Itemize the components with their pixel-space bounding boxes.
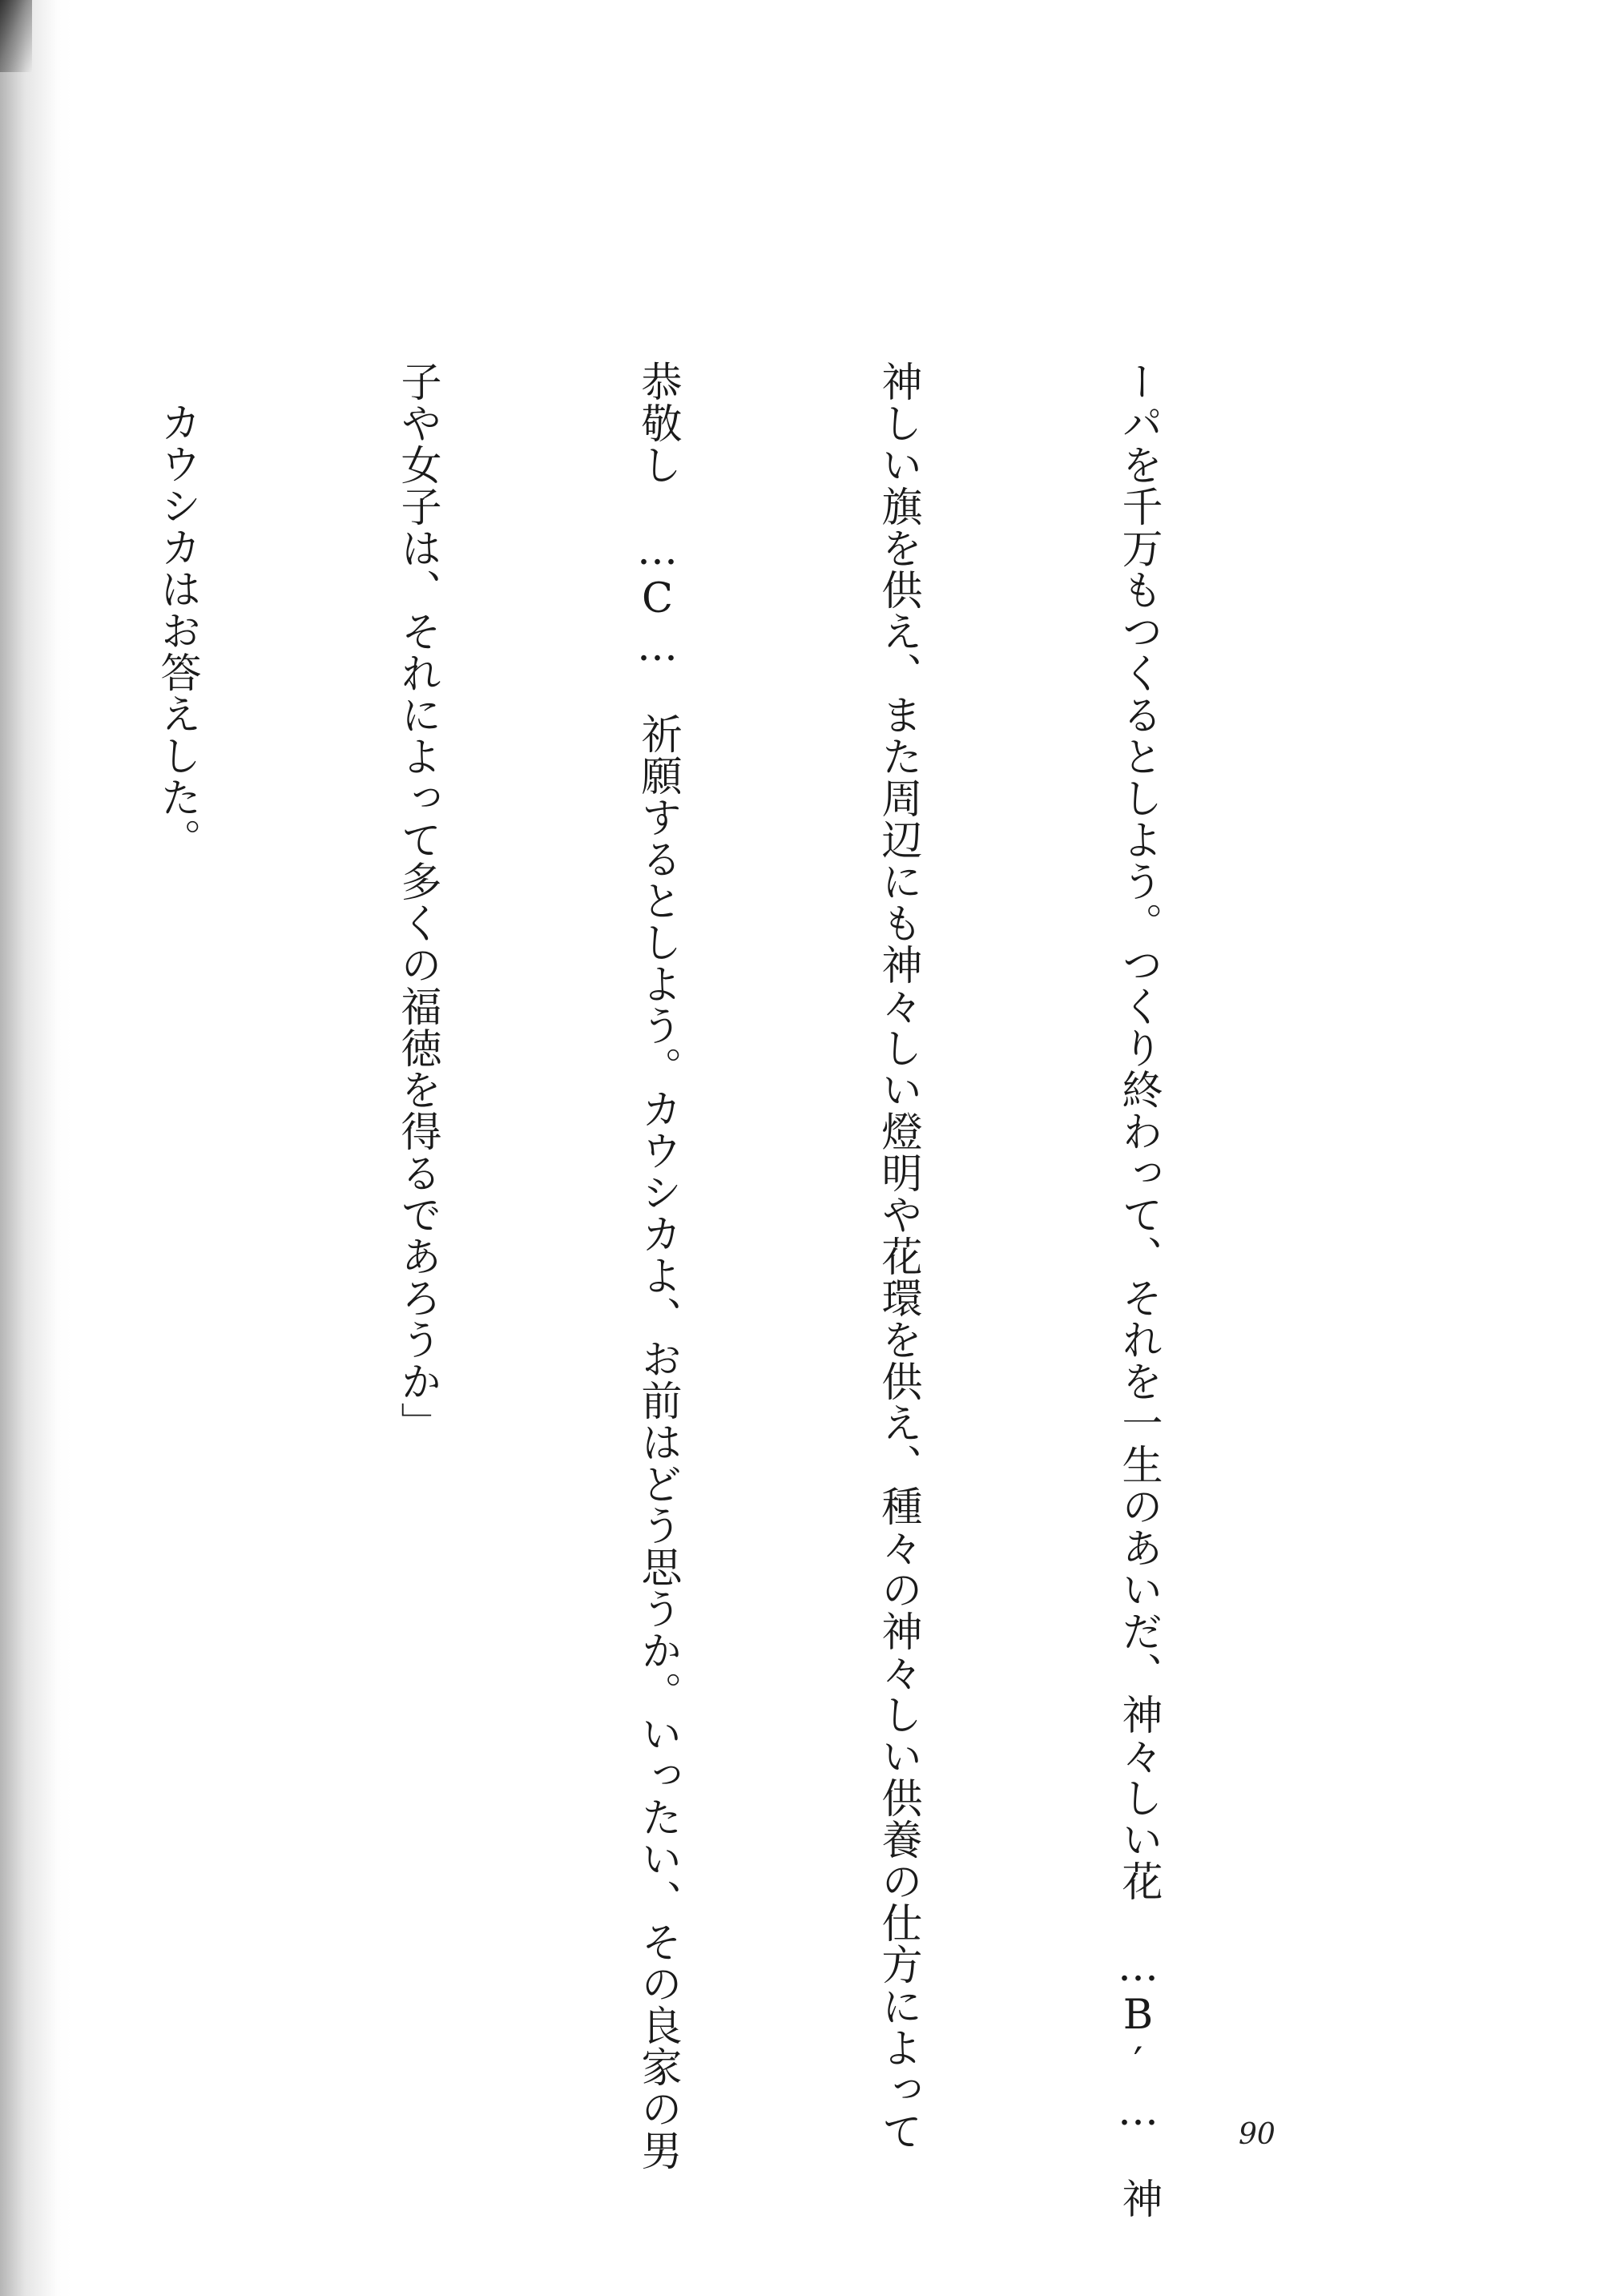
text-column: カウシカはお答えした。	[153, 401, 200, 860]
scan-corner-mark	[0, 0, 32, 72]
text-column: 子や女子は、それによって多くの福徳を得るであろうか」	[393, 361, 441, 1444]
text-column: 神しい旗を供え、また周辺にも神々しい燈明や花環を供え、種々の神々しい供養の仕方によって	[874, 361, 921, 2152]
text-column: ーパを千万もつくるとしよう。つくり終わって、それを一生のあいだ、神々しい花 …B′… 神	[1114, 361, 1162, 2219]
page-number: 90	[1239, 2118, 1275, 2151]
text-column: 恭敬し …C… 祈願するとしよう。カウシカよ、お前はどう思うか。いったい、その良家の男	[634, 361, 681, 2171]
